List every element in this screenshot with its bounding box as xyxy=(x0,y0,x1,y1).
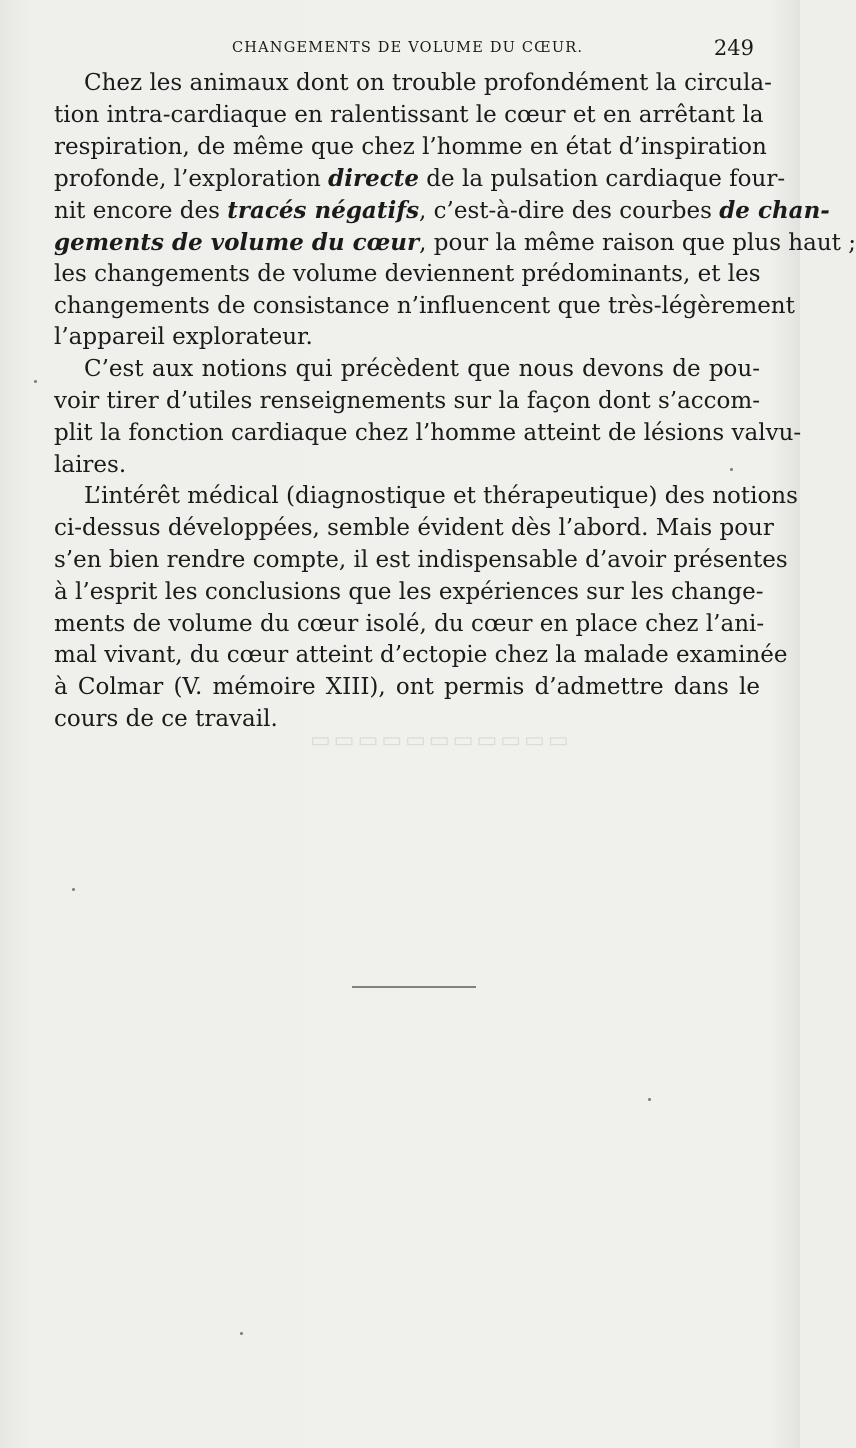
paper-speck xyxy=(34,380,37,383)
page-number: 249 xyxy=(713,36,754,60)
emphasis: de chan- xyxy=(719,197,830,225)
paragraph xyxy=(54,481,798,735)
text-line: C’est aux notions qui précèdent que nous devons de pou- xyxy=(84,356,760,383)
show-through-rule xyxy=(352,986,476,988)
emphasis: gements de volume du cœur xyxy=(54,228,420,256)
paper-speck xyxy=(240,1332,243,1335)
text-line: cours de ce travail. xyxy=(54,705,278,732)
paper-speck xyxy=(72,888,75,891)
text-line: respiration, de même que chez l’homme en état d’inspiration xyxy=(54,133,767,160)
text-line: changements de consistance n’influencent que très-légèrement xyxy=(54,292,795,319)
paper-speck xyxy=(648,1098,651,1101)
text-line: Chez les animaux dont on trouble profondément la circula- xyxy=(84,70,772,96)
emphasis: directe xyxy=(328,165,419,193)
running-head xyxy=(54,36,756,66)
text-line: gements de volume du cœur, pour la même raison que plus haut ; xyxy=(54,228,856,256)
text-line: L’intérêt médical (diagnostique et thérapeutique) des notions xyxy=(84,483,798,510)
text-line: tion intra-cardiaque en ralentissant le cœur et en arrêtant la xyxy=(54,101,764,128)
running-title: CHANGEMENTS DE VOLUME DU CŒUR. xyxy=(232,40,584,56)
show-through-heading: ▭▭▭▭▭▭▭▭▭▭▭ xyxy=(310,728,572,753)
emphasis: tracés négatifs xyxy=(227,197,420,225)
body-text xyxy=(54,68,856,736)
paragraph xyxy=(54,354,802,481)
text-line: l’appareil explorateur. xyxy=(54,324,313,351)
text-line: s’en bien rendre compte, il est indispensable d’avoir présentes xyxy=(54,546,788,573)
text-line: profonde, l’exploration directe de la pulsation cardiaque four- xyxy=(54,165,786,193)
text-line: mal vivant, du cœur atteint d’ectopie chez la malade examinée xyxy=(54,642,788,669)
text-line: à Colmar (V. mémoire XIII), ont permis d’admettre dans le xyxy=(54,674,760,701)
text-line: laires. xyxy=(54,451,127,478)
paragraph xyxy=(54,68,856,354)
text-line: plit la fonction cardiaque chez l’homme atteint de lésions valvu- xyxy=(54,419,802,446)
text-line: à l’esprit les conclusions que les expériences sur les change- xyxy=(54,578,764,605)
text-line: les changements de volume deviennent prédominants, et les xyxy=(54,260,761,287)
text-line: nit encore des tracés négatifs, c’est-à-dire des courbes de chan- xyxy=(54,197,830,225)
text-line: ci-dessus développées, semble évident dès l’abord. Mais pour xyxy=(54,515,774,542)
text-line: voir tirer d’utiles renseignements sur la façon dont s’accom- xyxy=(54,387,760,414)
text-line: ments de volume du cœur isolé, du cœur en place chez l’ani- xyxy=(54,610,765,637)
